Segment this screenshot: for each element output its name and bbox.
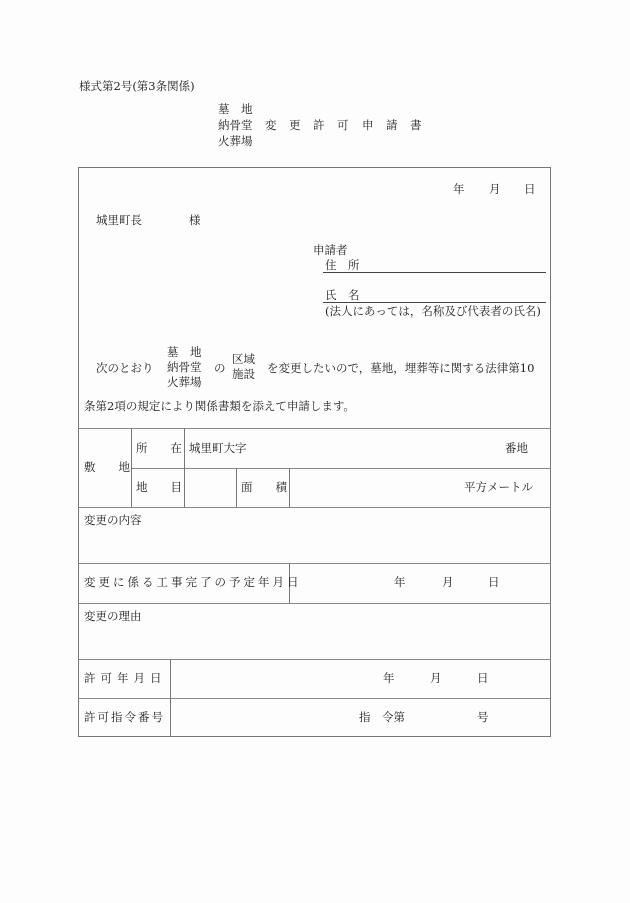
permit-month: 月 xyxy=(430,671,442,685)
addressee-name: 城里町長 xyxy=(96,213,142,227)
title-char: 可 xyxy=(337,118,349,132)
facility-option-cemetery: 墓 地 xyxy=(167,345,202,359)
divider xyxy=(78,563,551,564)
body-prefix: 次のとおり xyxy=(96,361,154,375)
divider xyxy=(78,698,551,699)
change-content-label: 変更の内容 xyxy=(84,513,142,527)
title-option-cemetery: 墓 地 xyxy=(218,102,253,116)
title-char: 変 xyxy=(265,118,277,132)
divider xyxy=(170,659,171,737)
title-char: 許 xyxy=(313,118,325,132)
scope-option-area: 区域 xyxy=(232,352,255,366)
completion-date-label: 変更に係る工事完了の予定年月日 xyxy=(84,575,302,589)
permit-number-label: 許可指令番号 xyxy=(84,710,165,724)
permit-day: 日 xyxy=(477,671,489,685)
divider xyxy=(78,603,551,604)
address-underline[interactable] xyxy=(323,272,546,273)
addressee-honorific: 様 xyxy=(189,213,201,227)
corporate-note: (法人にあっては，名称及び代表者の氏名) xyxy=(325,304,541,318)
permit-number-prefix: 指 令第 xyxy=(359,710,405,724)
permit-number-suffix: 号 xyxy=(477,710,489,724)
title-char: 請 xyxy=(386,118,398,132)
title-option-crematorium: 火葬場 xyxy=(218,134,253,148)
completion-month: 月 xyxy=(442,575,454,589)
lot-suffix: 番地 xyxy=(505,441,528,455)
completion-year: 年 xyxy=(394,575,406,589)
facility-option-crematorium: 火葬場 xyxy=(167,375,202,389)
date-day: 日 xyxy=(524,182,536,196)
date-month: 月 xyxy=(489,182,501,196)
address-label: 住 所 xyxy=(325,258,360,272)
divider xyxy=(236,468,237,507)
scope-option-facility: 施設 xyxy=(232,367,255,381)
form-number: 様式第2号(第3条関係) xyxy=(79,79,195,93)
divider xyxy=(289,468,290,507)
body-particle: の xyxy=(214,361,226,375)
title-char: 書 xyxy=(410,118,422,132)
divider xyxy=(131,468,551,469)
location-value[interactable]: 城里町大字 xyxy=(189,441,247,455)
land-category-label: 地 目 xyxy=(136,480,182,494)
permit-year: 年 xyxy=(383,671,395,685)
title-char: 更 xyxy=(289,118,301,132)
divider xyxy=(78,507,551,508)
title-option-ossuary: 納骨堂 xyxy=(218,118,253,132)
date-year: 年 xyxy=(453,182,465,196)
area-label: 面 積 xyxy=(241,480,287,494)
divider xyxy=(184,428,185,507)
location-label: 所 在 xyxy=(136,441,182,455)
applicant-label: 申請者 xyxy=(313,243,348,257)
divider xyxy=(78,428,551,429)
divider xyxy=(131,428,132,507)
area-unit: 平方メートル xyxy=(464,480,533,494)
facility-option-ossuary: 納骨堂 xyxy=(167,360,202,374)
site-label: 敷 地 xyxy=(84,460,130,474)
body-text-line2: 条第2項の規定により関係書類を添えて申請します。 xyxy=(84,399,355,413)
permit-date-label: 許可年月日 xyxy=(84,671,167,685)
divider xyxy=(78,659,551,660)
name-underline[interactable] xyxy=(323,302,546,303)
completion-day: 日 xyxy=(488,575,500,589)
title-char: 申 xyxy=(362,118,374,132)
body-text-line1: を変更したいので，墓地，埋葬等に関する法律第10 xyxy=(267,361,535,375)
change-reason-label: 変更の理由 xyxy=(84,609,142,623)
name-label: 氏 名 xyxy=(325,288,360,302)
